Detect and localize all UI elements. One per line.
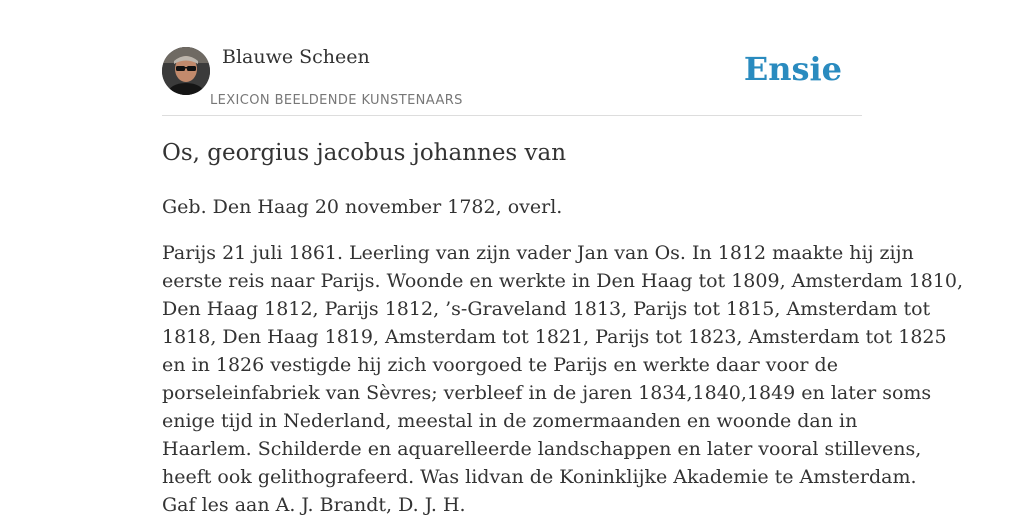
body-line: Gaf les aan A. J. Brandt, D. J. H. bbox=[162, 494, 466, 516]
body-line: eerste reis naar Parijs. Woonde en werkte in Den Haag tot 1809, Amsterdam 1810, bbox=[162, 270, 964, 292]
body-line: Parijs 21 juli 1861. Leerling van zijn vader Jan van Os. In 1812 maakte hij zijn bbox=[162, 242, 914, 264]
body-line: 1818, Den Haag 1819, Amsterdam tot 1821, Parijs tot 1823, Amsterdam tot 1825 bbox=[162, 326, 947, 348]
body-line: heeft ook gelithografeerd. Was lidvan de Koninklijke Akademie te Amsterdam. bbox=[162, 466, 917, 488]
header-divider bbox=[162, 115, 862, 116]
article-intro: Geb. Den Haag 20 november 1782, overl. bbox=[162, 196, 563, 218]
body-line: Den Haag 1812, Parijs 1812, ’s-Graveland 1813, Parijs tot 1815, Amsterdam tot bbox=[162, 298, 931, 320]
author-name[interactable]: Blauwe Scheen bbox=[222, 46, 370, 68]
body-line: Haarlem. Schilderde en aquarelleerde landschappen en later vooral stillevens, bbox=[162, 438, 922, 460]
author-avatar[interactable] bbox=[162, 47, 210, 95]
author-photo bbox=[162, 47, 210, 95]
publication-name[interactable]: LEXICON BEELDENDE KUNSTENAARS bbox=[210, 93, 463, 108]
body-line: enige tijd in Nederland, meestal in de zomermaanden en woonde dan in bbox=[162, 410, 858, 432]
article-title: Os, georgius jacobus johannes van bbox=[162, 140, 567, 166]
body-line: en in 1826 vestigde hij zich voorgoed te Parijs en werkte daar voor de bbox=[162, 354, 838, 376]
body-line: porseleinfabriek van Sèvres; verbleef in de jaren 1834,1840,1849 en later soms bbox=[162, 382, 932, 404]
brand-logo-link[interactable]: Ensie bbox=[743, 50, 842, 88]
article-body bbox=[162, 239, 964, 519]
